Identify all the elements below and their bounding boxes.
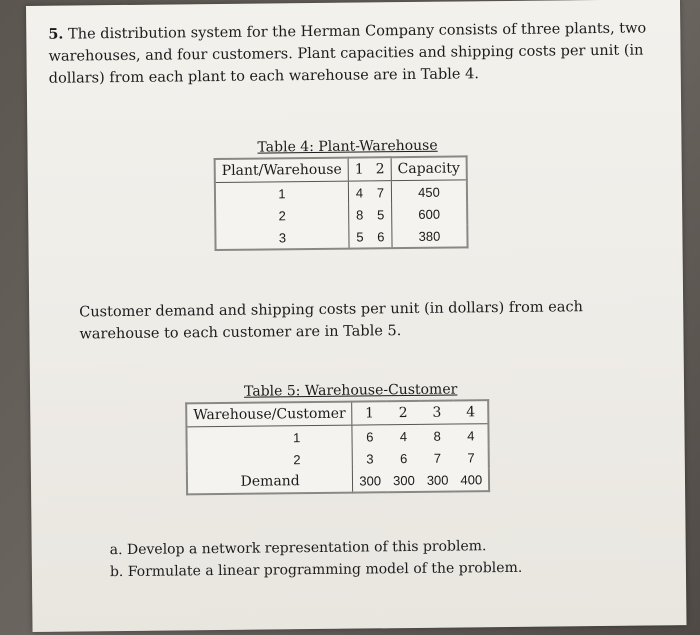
table5-caption: Table 5: Warehouse-Customer [243, 381, 458, 400]
table-cell: 600 [391, 202, 467, 225]
column-header: 1 [348, 157, 370, 181]
table-cell: 7 [467, 449, 475, 465]
table-row [187, 468, 489, 494]
table-row [215, 202, 467, 227]
part-a: a. Develop a network representation of this problem. [109, 538, 487, 559]
table-cell: 7 [433, 450, 442, 466]
problem-number: 5. [48, 25, 64, 43]
table-cell: Demand [240, 473, 300, 490]
table-cell: 7 [376, 184, 385, 200]
column-header: Warehouse/Customer [186, 402, 352, 427]
table-row [187, 446, 489, 471]
table-cell: 300 [392, 472, 415, 488]
table-cell: 1 [293, 429, 301, 445]
problem-statement [48, 17, 661, 89]
table-cell: 5 [349, 225, 371, 248]
table-cell: 8 [433, 428, 441, 444]
column-header: 4 [454, 400, 489, 424]
table-cell: 400 [460, 471, 483, 487]
table-cell: 300 [426, 472, 449, 488]
problem-text: The distribution system for the Herman Company consists of three plants, two warehouses, and four customers. Plant capacities and shipping costs per unit (in dollars) from each plant to each warehouse are in Table 4. [48, 20, 647, 87]
table-cell: 6 [377, 228, 385, 244]
table-row [215, 224, 467, 250]
table-cell: 300 [353, 469, 387, 492]
table-cell: 2 [293, 451, 301, 467]
paragraph-customer-demand: Customer demand and shipping costs per unit (in dollars) from each warehouse to each customer are in Table 5. [79, 299, 584, 343]
warehouse-customer-table [185, 399, 490, 495]
table-cell: 6 [399, 450, 408, 466]
table-cell: 8 [349, 203, 371, 225]
column-header: 1 [352, 401, 386, 425]
table-header-row [215, 156, 467, 182]
column-header: 3 [420, 401, 454, 425]
table-cell: 3 [278, 229, 287, 245]
table-cell: 1 [278, 185, 286, 201]
table4-caption: Table 4: Plant-Warehouse [257, 137, 438, 156]
table-row [215, 180, 467, 205]
part-b: b. Formulate a linear programming model of the problem. [109, 559, 523, 581]
table-row [186, 424, 488, 450]
table-cell: 2 [278, 207, 286, 223]
column-header: Capacity [391, 156, 467, 180]
table-header-row [186, 400, 488, 427]
table-cell: 4 [467, 427, 475, 443]
table-cell: 380 [392, 224, 468, 248]
table-cell: 3 [353, 447, 387, 469]
table-cell: 6 [352, 425, 386, 448]
textbook-page [26, 0, 687, 632]
column-header: Plant/Warehouse [215, 158, 349, 183]
table-cell: 450 [391, 180, 467, 203]
table-cell: 4 [348, 181, 370, 204]
question-parts [110, 535, 523, 583]
column-header: 2 [386, 401, 420, 425]
table-cell: 5 [376, 206, 385, 222]
plant-warehouse-table [214, 155, 469, 251]
table-cell: 4 [399, 428, 408, 444]
column-header: 2 [370, 157, 392, 181]
